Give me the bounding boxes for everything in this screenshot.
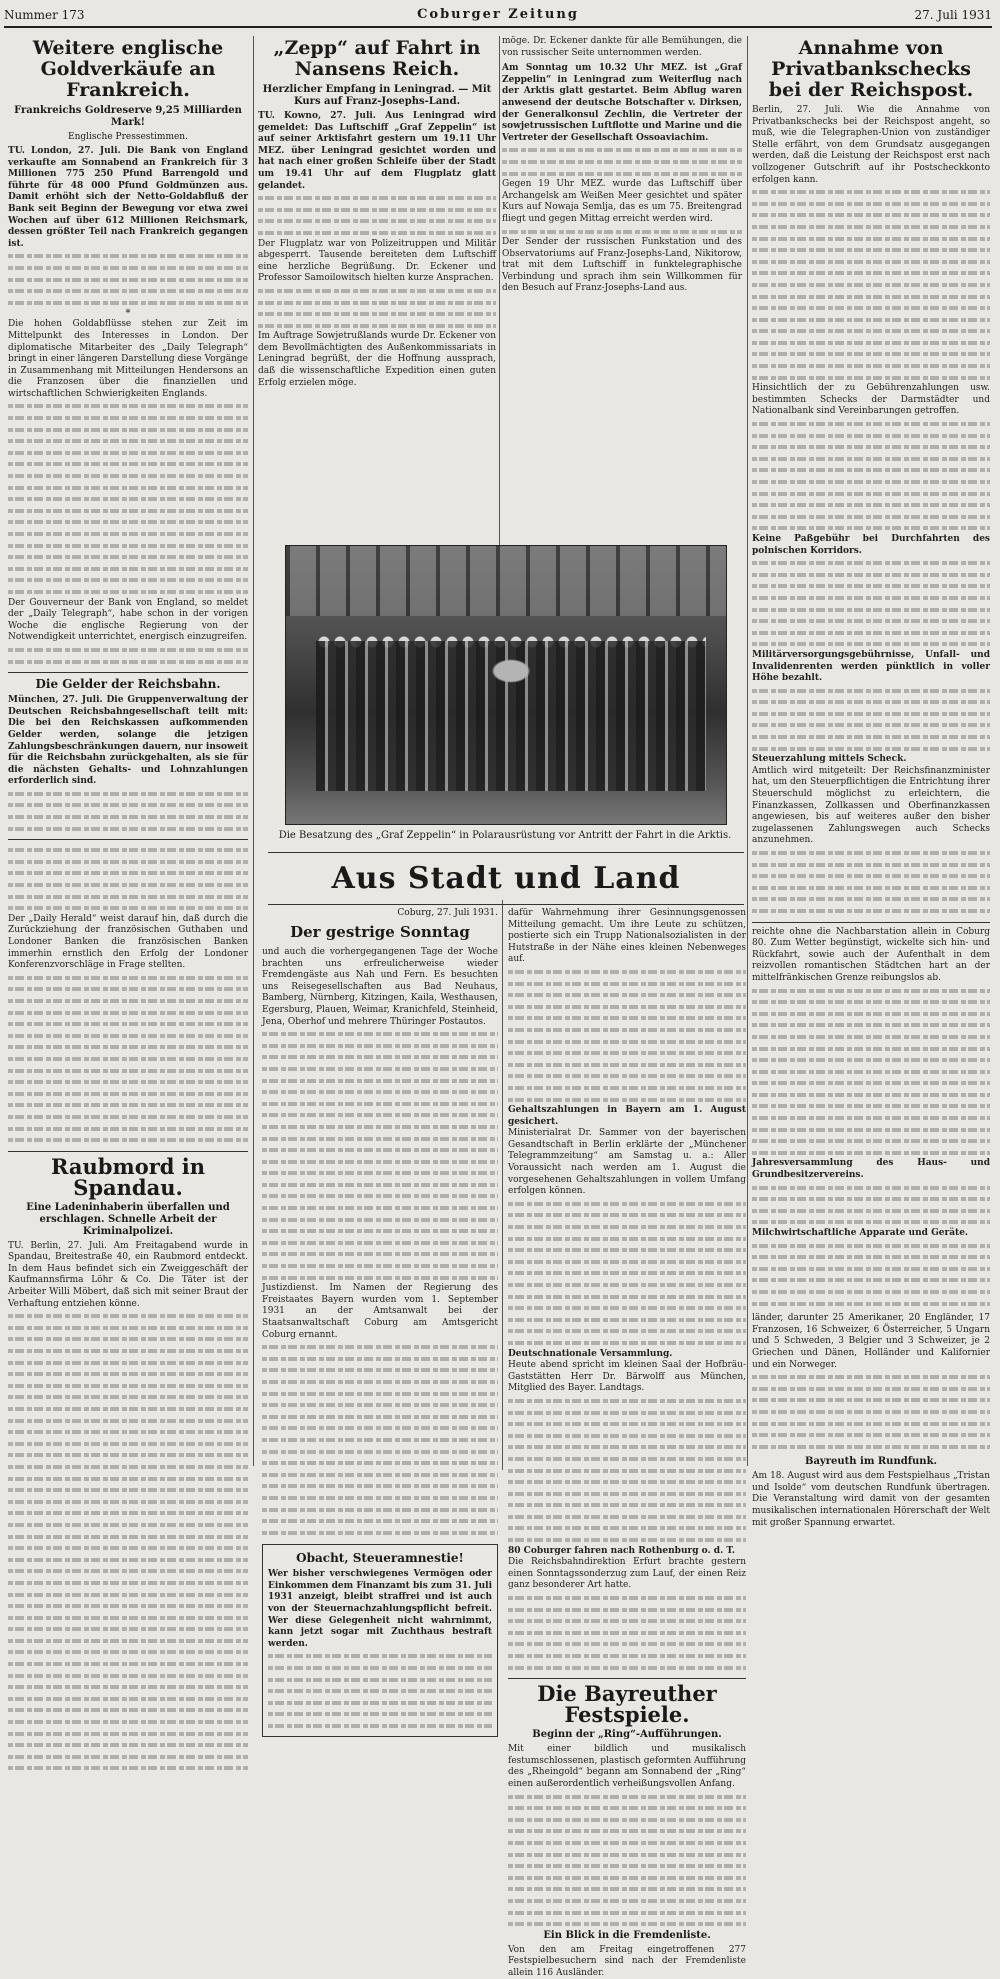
dateline: Coburg, 27. Juli 1931.	[397, 908, 498, 918]
article-body: Im Auftrage Sowjetrußlands wurde Dr. Eckener von dem Bevollmächtigten des Außenkommissariats in Leningrad begrüßt, der die Hoffnung aussprach, daß die wissenschaftliche Expedition einen guten Erfolg erzielen möge.	[258, 331, 496, 388]
column-rule	[747, 36, 748, 1466]
article-body: Gegen 19 Uhr MEZ. wurde das Luftschiff über Archangelsk am Weißen Meer gesichtet und später Kurs auf Nowaja Semlja, das es um 75. Breitengrad fliegt und gegen Mittag erreicht werden wird.	[502, 179, 742, 224]
article-body: Der Sender der russischen Funkstation und des Observatoriums auf Franz-Josephs-Land, Nikitorow, trat mit dem Luftschiff in funktelegraphische Verbindung und sprach ihm sein Willkommen für den Besuch auf Franz-Josephs-Land aus.	[502, 237, 742, 294]
column-2	[258, 36, 496, 576]
article-text-filler	[752, 1371, 990, 1452]
article-body: Wer bisher verschwiegenes Vermögen oder Einkommen dem Finanzamt bis zum 31. Juli 1931 anzeigt, bleibt straffrei und ist auch von der Steuernachzahlungspflicht befreit. Wer diese Gelegenheit nicht wahrnimmt, kann jetzt sogar mit Zuchthaus bestraft werden.	[268, 1569, 492, 1649]
article-body: Der Gouverneur der Bank von England, so meldet der „Daily Telegraph“, habe schon in der vorigen Woche die englische Regierung von der Notwendigkeit unterrichtet, energisch einzugreifen.	[8, 597, 248, 643]
zeppelin-crew-photo	[285, 545, 727, 825]
separator-star: *	[125, 308, 131, 320]
divider	[752, 922, 990, 923]
article-text-filler	[752, 985, 990, 1159]
subhead-tax-check: Steuerzahlung mittels Scheck.	[752, 754, 907, 765]
article-text-filler	[508, 1592, 746, 1673]
article-lead: Berlin, 27. Juli. Wie die Annahme von Privatbankschecks bei der Reichspost angeht, so muß, wie die Telegraphen-Union von zuständiger Stelle erfährt, von dem Grundsatz ausgegangen werden, daß die Leistung der Reichspost erst nach vollzogener Gutschrift auf ihr Postscheckkonto erfolgen kann.	[752, 105, 990, 185]
article-body: Die hohen Goldabflüsse stehen zur Zeit im Mittelpunkt des Interesses in London. Der diplomatische Mitarbeiter des „Daily Telegraph“ bringt in einer längeren Darstellung diese Vorgänge in Zusammenhang mit Mitteilungen Hendersons an die Franzosen über die finanziellen und wirtschaftlichen Schwierigkeiten Englands.	[8, 319, 248, 399]
subhead-rothenburg: 80 Coburger fahren nach Rothenburg o. d. T.	[508, 1545, 736, 1556]
article-body: Der Flugplatz war von Polizeitruppen und Militär abgesperrt. Tausende bereiteten dem Luftschiff eine herzliche Begrüßung. Dr. Eckener und Professor Samoilowitsch hielten kurze Ansprachen.	[258, 238, 496, 284]
headline-sunday: Der gestrige Sonntag	[290, 923, 470, 941]
column-rule	[502, 900, 503, 1470]
hangar-ceiling	[286, 546, 726, 616]
article-text-filler	[8, 972, 248, 1146]
article-text-filler	[752, 1182, 990, 1228]
divider	[8, 672, 248, 673]
column-4	[752, 36, 990, 1528]
article-lead: TU. London, 27. Juli. Die Bank von England verkaufte am Sonnabend an Frankreich für 3 Millionen 775 250 Pfund Barrengold und führte für 48 000 Pfund Goldmünzen aus. Damit erhöht sich der Netto-Goldabfluß der Bank seit Beginn der Bewegung vor etwa zwei Wochen auf über 612 Millionen Reichsmark, dessen größter Teil nach Frankreich gegangen ist.	[8, 146, 248, 249]
article-body: länder, darunter 25 Amerikaner, 20 Engländer, 17 Franzosen, 16 Schweizer, 6 Österreicher, 5 Ungarn und 5 Schweden, 3 Belgier und 3 Schweizer, je 2 Griechen und Dänen, Holländer und Kalifornier und ein Norweger.	[752, 1313, 990, 1370]
crew-group	[316, 641, 706, 791]
local-news-column-2	[508, 908, 746, 1978]
article-body: Hinsichtlich der zu Gebührenzahlungen usw. bestimmten Schecks der Darmstädter und Nationalbank sind Vereinbarungen getroffen.	[752, 383, 990, 417]
subhead-guest-list: Ein Blick in die Fremdenliste.	[543, 1929, 711, 1941]
subhead-dairy: Milchwirtschaftliche Apparate und Geräte.	[752, 1228, 969, 1238]
article-body: dafür Wahrnehmung ihrer Gesinnungsgenossen Mitteilung gemacht. Um ihre Leute zu schützen, postierte sich ein Trupp Nationalsozialisten in der Hutstraße in der Nähe eines kleinen Nebenweges auf.	[508, 908, 746, 965]
divider	[8, 839, 248, 840]
article-text-filler	[258, 285, 496, 331]
column-1	[8, 36, 248, 1466]
article-text-filler	[752, 418, 990, 534]
article-text-filler	[258, 192, 496, 238]
subhead-pensions: Militärversorgungsgebührnisse, Unfall- und Invalidenrenten werden pünktlich in voller Höhe bezahlt.	[752, 649, 990, 684]
article-text-filler	[8, 644, 248, 667]
headline-reichsbahn: Die Gelder der Reichsbahn.	[35, 677, 221, 692]
local-news-column-1	[262, 908, 498, 1649]
tax-amnesty-box	[262, 1544, 498, 1736]
article-text-filler	[752, 557, 990, 650]
article-body: Die Reichsbahndirektion Erfurt brachte gestern einen Sonntagssonderzug zum Lauf, der einen Reiz ganz besonderer Art hatte.	[508, 1557, 746, 1591]
headline-spandau: Raubmord in Spandau.	[50, 1153, 206, 1200]
subhead-spandau: Eine Ladeninhaberin überfallen und erschlagen. Schnelle Arbeit der Kriminalpolizei.	[26, 1201, 230, 1237]
article-body: TU. Berlin, 27. Juli. Am Freitagabend wurde in Spandau, Breitestraße 40, ein Raubmord entdeckt. In dem Haus befindet sich ein Zweiggeschäft der Kaufmannsfirma Löhr & Co. Die Täter ist der Arbeiter Willi Möbert, daß sich mit seiner Braut der Verhaftung entziehen könne.	[8, 1240, 248, 1309]
subhead-salaries: Gehaltszahlungen in Bayern am 1. August gesichert.	[508, 1105, 746, 1127]
article-body: Amtlich wird mitgeteilt: Der Reichsfinanzminister hat, um den Steuerpflichtigen die Entrichtung ihrer Steuerschuld möglichst zu erleichtern, die Finanzkassen, Zollkassen und Oberfinanzkassen angewiesen, bis auf weiteres außer den bisher zugelassenen Zahlungswegen auch Schecks anzunehmen.	[752, 765, 990, 846]
article-text-filler	[508, 1198, 746, 1349]
subhead-gold-reserve: Frankreichs Goldreserve 9,25 Milliarden Mark!	[14, 105, 242, 128]
article-text-filler	[268, 1650, 492, 1731]
article-body: und auch die vorhergegangenen Tage der Woche brachten uns erfreulicherweise wieder Fremdengäste aus Nah und Fern. Es besuchten uns Reisegesellschaften aus Bad Neuhaus, Bamberg, Nürnberg, Kitzingen, Kaila, Westhausen, Egersburg, Plauen, Weimar, Kranichfeld, Steinheid, Jena, Oberhof und mehrere Thüringer Postautos.	[262, 947, 498, 1027]
headline-tax-amnesty: Obacht, Steueramnestie!	[296, 1551, 464, 1566]
article-text-filler	[262, 1028, 498, 1283]
divider	[508, 1678, 746, 1679]
article-text-filler	[262, 1341, 498, 1538]
article-text-filler	[508, 1791, 746, 1930]
article-body: Mit einer bildlich und musikalisch festumschlossenen, plastisch geformten Aufführung des „Rheingold“ begann am Sonnabend der „Ring“ einen außerordentlich verheißungsvollen Anfang.	[508, 1744, 746, 1789]
subhead-passport-fee: Keine Paßgebühr bei Durchfahrten des polnischen Korridors.	[752, 533, 990, 556]
article-body: Justizdienst. Im Namen der Regierung des Freistaates Bayern wurden vom 1. September 1931 an der Amtsanwalt bei der Staatsanwaltschaft Coburg am Amtsgericht Coburg ernannt.	[262, 1283, 498, 1340]
article-body: reichte ohne die Nachbarstation allein in Coburg 80. Zum Wetter begünstigt, wickelte sich hin- und Rückfahrt, sowie auch der Aufenthalt in dem reizvollen romantischen Städtchen hart an der mittelfränkischen Grenze reibungslos ab.	[752, 926, 990, 983]
headline-private-checks: Annahme von Privatbankschecks bei der Reichspost.	[768, 37, 974, 101]
divider	[8, 1151, 248, 1152]
photo-caption: Die Besatzung des „Graf Zeppelin“ in Polarausrüstung vor Antritt der Fahrt in die Arktis.	[278, 830, 732, 841]
article-text-filler	[752, 186, 990, 383]
masthead	[4, 4, 992, 28]
article-lead: TU. Kowno, 27. Juli. Aus Leningrad wird gemeldet: Das Luftschiff „Graf Zeppelin“ ist auf seiner Arktisfahrt gestern um 19.11 Uhr MEZ. über Leningrad gesichtet worden und hat nach einer großen Schleife über der Stadt um 19.41 Uhr auf dem Flugplatz glatt gelandet.	[258, 111, 496, 191]
article-text-filler	[8, 788, 248, 834]
article-text-filler	[502, 226, 742, 238]
press-note: Englische Pressestimmen.	[68, 132, 188, 142]
headline-bayreuth: Die Bayreuther Festspiele.	[537, 1681, 717, 1728]
subhead-meeting: Deutschnationale Versammlung.	[508, 1348, 673, 1359]
issue-number: Nummer 173	[4, 8, 85, 22]
article-text-filler	[508, 966, 746, 1105]
newspaper-title: Coburger Zeitung	[417, 7, 579, 22]
column-rule	[253, 36, 254, 1466]
subhead-landlords: Jahresversammlung des Haus- und Grundbesitzervereins.	[752, 1158, 990, 1181]
subhead-bayreuth: Beginn der „Ring“-Aufführungen.	[532, 1729, 722, 1741]
article-body: München, 27. Juli. Die Gruppenverwaltung der Deutschen Reichsbahngesellschaft teilt mit: Die bei den Reichskassen aufkommenden Gelder werden, solange die jetzigen Zahlungsbeschränkungen dauern, nur insoweit für die Reichsbahn zurückgehalten, als sie für die nächsten Gehalts- und Lohnzahlungen erforderlich sind.	[8, 695, 248, 787]
article-text-filler	[8, 844, 248, 914]
issue-date: 27. Juli 1931	[914, 8, 992, 22]
article-body: Ministerialrat Dr. Sammer von der bayerischen Gesandtschaft in Berlin erklärte der „Münchener Telegrammzeitung“ am Samstag u. a.: Aller Voraussicht nach werden am 1. August die vorgesehenen Gehaltszahlungen in vollem Umfang erfolgen können.	[508, 1128, 746, 1197]
section-title: Aus Stadt und Land	[268, 852, 744, 905]
article-text-filler	[8, 400, 248, 597]
article-text-filler	[8, 1310, 248, 1774]
subhead-zeppelin: Herzlicher Empfang in Leningrad. — Mit Kurs auf Franz-Josephs-Land.	[262, 84, 492, 107]
column-3	[502, 36, 742, 576]
article-body: Am 18. August wird aus dem Festspielhaus „Tristan und Isolde“ vom deutschen Rundfunk übertragen. Die Veranstaltung wird damit von der gesamten musikalischen internationalen Hörerschaft der Welt mit großer Spannung erwartet.	[752, 1471, 990, 1528]
column-rule	[499, 36, 500, 546]
headline-zeppelin: „Zepp“ auf Fahrt in Nansens Reich.	[273, 37, 481, 80]
article-body: Heute abend spricht im kleinen Saal der Hofbräu-Gaststätten Herr Dr. Bärwolff aus München, Mitglied des Bayer. Landtags.	[508, 1360, 746, 1394]
subhead-radio: Bayreuth im Rundfunk.	[805, 1456, 937, 1468]
article-text-filler	[752, 847, 990, 917]
article-text-filler	[752, 685, 990, 755]
article-body: Am Sonntag um 10.32 Uhr MEZ. ist „Graf Zeppelin“ in Leningrad zum Weiterflug nach der Arktis glatt gestartet. Beim Abflug waren anwesend der deutsche Botschafter v. Dirksen, der Generalkonsul Zechlin, die Vertreter der sowjetrussischen Luftflotte und Marine und die Vertreter der Gesellschaft Ossoaviachim.	[502, 63, 742, 143]
article-body: möge. Dr. Eckener dankte für alle Bemühungen, die von russischer Seite unternommen werden.	[502, 36, 742, 58]
article-text-filler	[502, 144, 742, 179]
article-body: Der „Daily Herald“ weist darauf hin, daß durch die Zurückziehung der französischen Guthaben und Londoner Banken die französischen Banken immerhin ernstlich den Erfolg der Londoner Konferenzvorschläge in Frage stellten.	[8, 913, 248, 971]
article-body: Von den am Freitag eingetroffenen 277 Festspielbesuchern sind nach der Fremdenliste allein 116 Ausländer.	[508, 1944, 746, 1978]
headline-gold-sales: Weitere englische Goldverkäufe an Frankreich.	[32, 37, 224, 101]
article-text-filler	[508, 1395, 746, 1546]
article-text-filler	[752, 1240, 990, 1310]
article-text-filler	[8, 250, 248, 308]
